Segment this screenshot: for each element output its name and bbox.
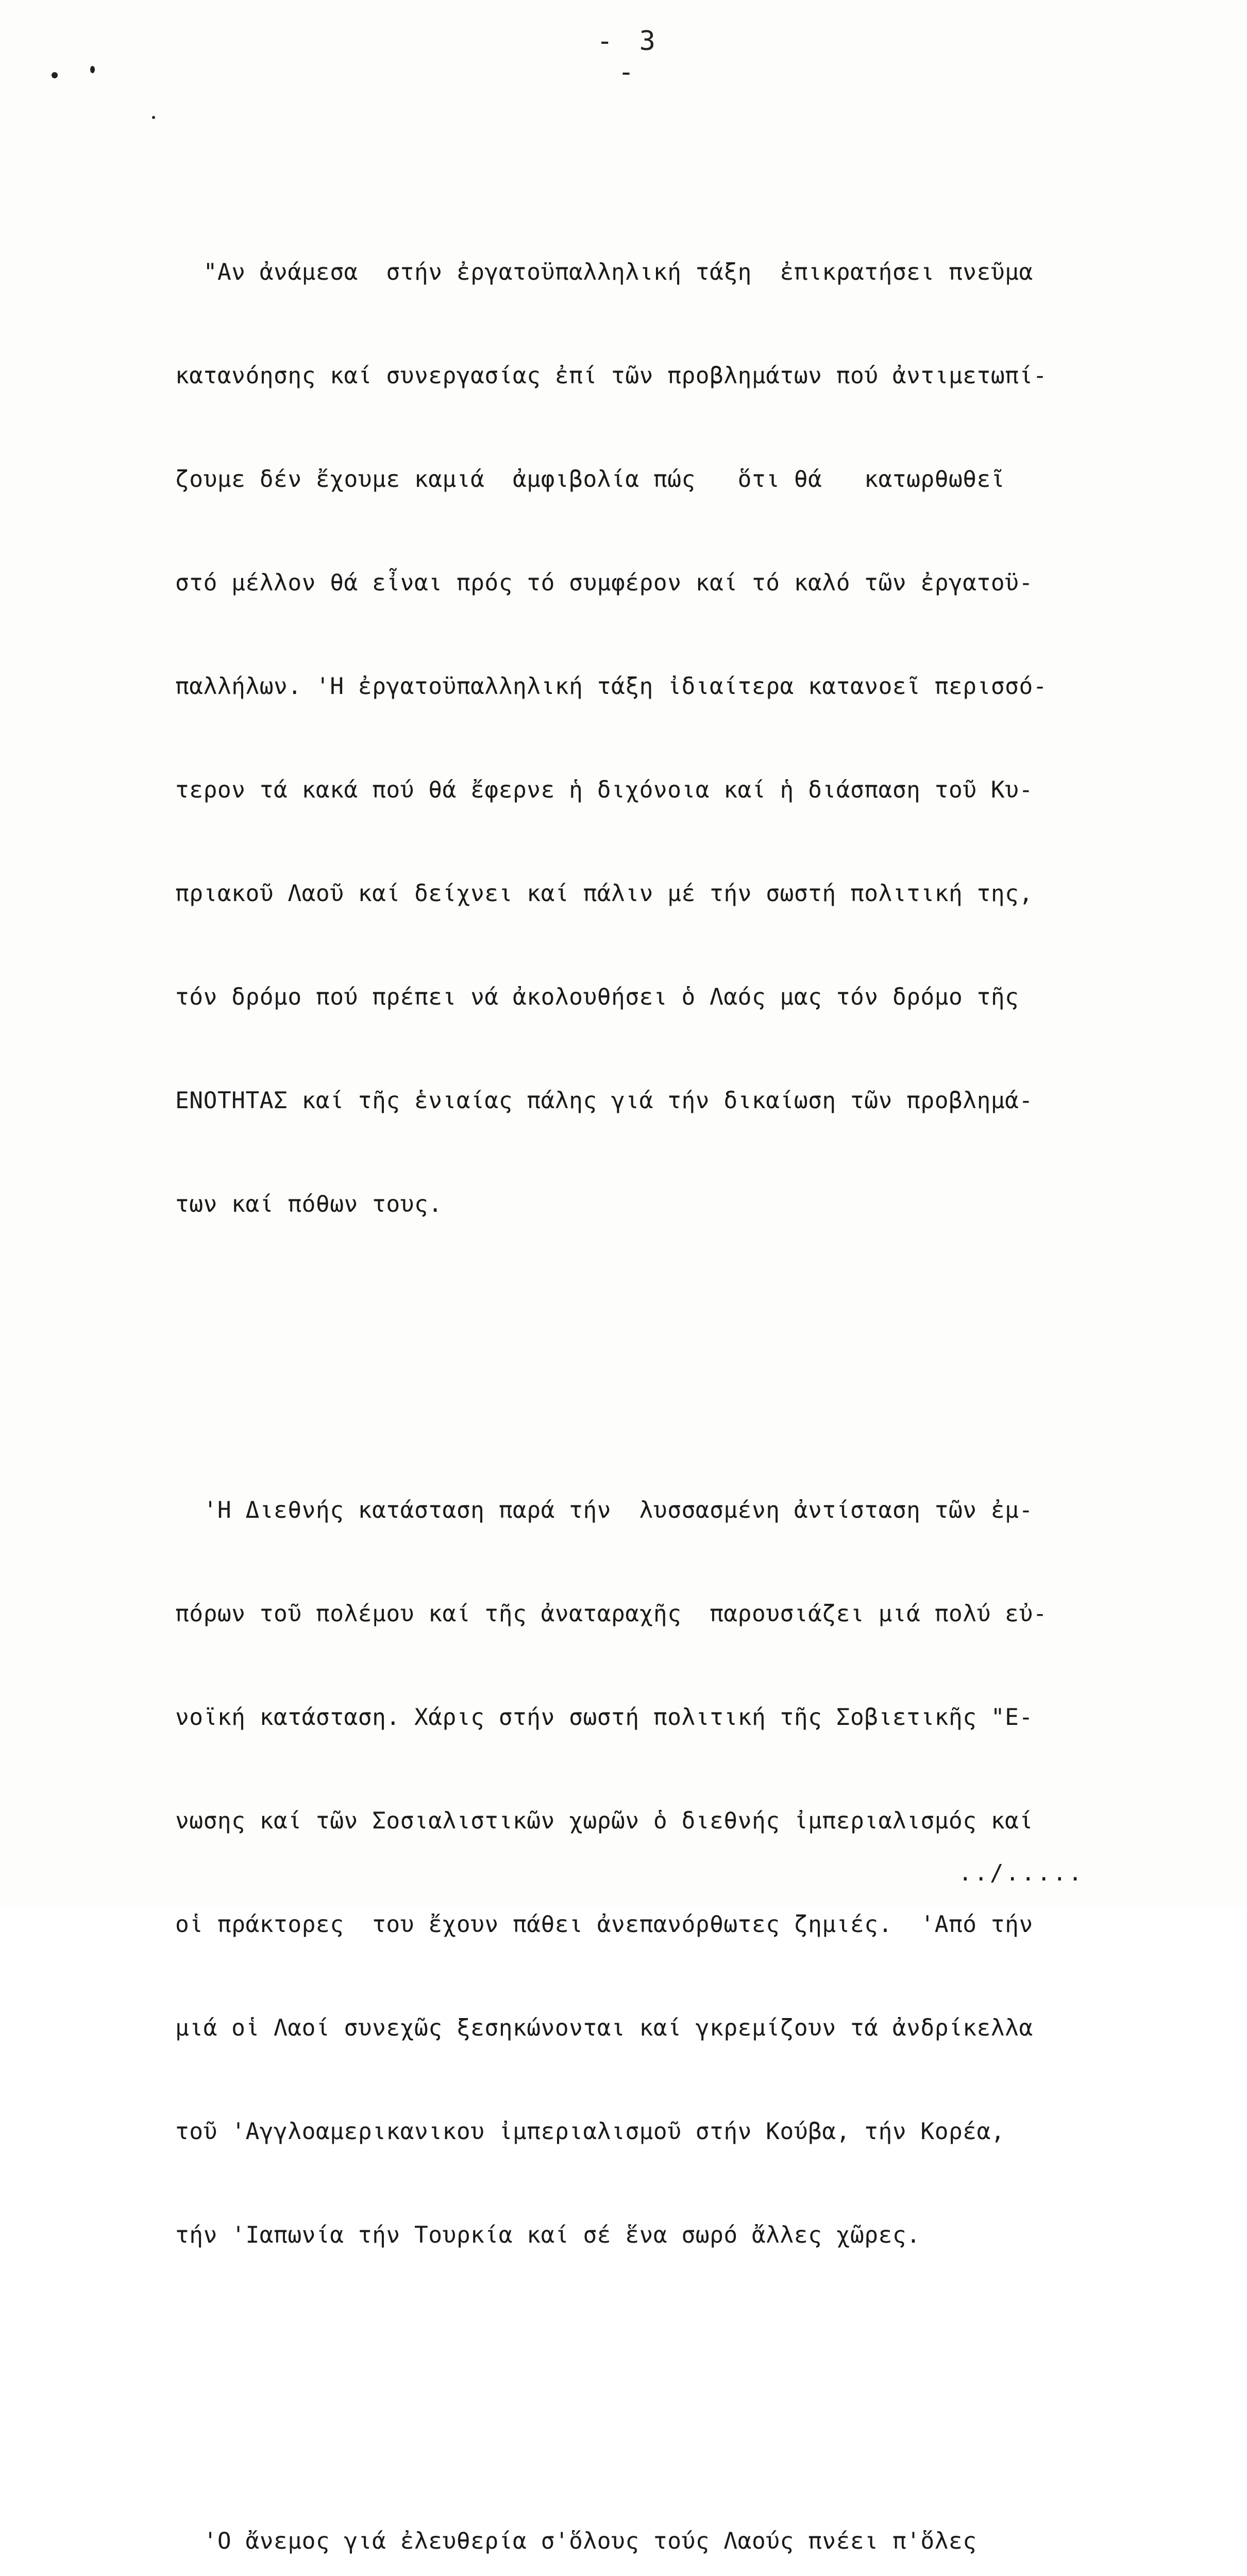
text-line: 'Η Διεθνής κατάσταση παρά τήν λυσσασμένη ἀντίσταση τῶν ἐμ- <box>175 1497 1033 1523</box>
text-line: πριακοῦ Λαοῦ καί δείχνει καί πάλιν μέ τήν σωστή πολιτική της, <box>175 880 1033 907</box>
text-line: τοῦ 'Αγγλοαμερικανικου ἰμπεριαλισμοῦ στήν Κούβα, τήν Κορέα, <box>175 2119 1005 2145</box>
ink-speck <box>152 116 155 119</box>
continuation-mark: ../..... <box>958 1860 1084 1886</box>
ink-speck <box>52 72 58 78</box>
paragraph-wind-of-freedom <box>175 2455 1185 2576</box>
text-line: κατανόησης καί συνεργασίας ἐπί τῶν προβλημάτων πού ἀντιμετωπί- <box>175 363 1048 389</box>
text-line: των καί πόθων τους. <box>175 1191 443 1217</box>
typewritten-body <box>175 82 1185 2576</box>
text-line: τόν δρόμο πού πρέπει νά ἀκολουθήσει ὁ Λαός μας τόν δρόμο τῆς <box>175 984 1019 1010</box>
text-line: ΕΝΟΤΗΤΑΣ καί τῆς ἑνιαίας πάλης γιά τήν δικαίωση τῶν προβλημά- <box>175 1088 1033 1114</box>
text-line: τήν 'Ιαπωνία τήν Τουρκία καί σέ ἕνα σωρό ἄλλες χῶρες. <box>175 2222 921 2248</box>
text-line: ζουμε δέν ἔχουμε καμιά ἀμφιβολία πώς ὅτι θά κατωρθωθεῖ <box>175 466 1005 493</box>
text-line: νοϊκή κατάσταση. Χάρις στήν σωστή πολιτική τῆς Σοβιετικῆς "Ε- <box>175 1704 1033 1731</box>
paragraph-quote-opening <box>175 186 1185 1291</box>
text-line: παλλήλων. 'Η ἐργατοϋπαλληλική τάξη ἰδιαίτερα κατανοεῖ περισσό- <box>175 673 1048 700</box>
page-number: - 3 - <box>597 26 661 88</box>
text-line: 'Ο ἄνεμος γιά ἐλευθερία σ'ὅλους τούς Λαούς πνέει π'ὅλες <box>175 2528 977 2554</box>
text-line: τερον τά κακά πού θά ἔφερνε ἡ διχόνοια καί ἡ διάσπαση τοῦ Κυ- <box>175 777 1033 803</box>
text-line: "Αν ἀνάμεσα στήν ἐργατοϋπαλληλική τάξη ἐπικρατήσει πνεῦμα <box>175 259 1033 285</box>
ink-speck <box>90 66 95 73</box>
text-line: νωσης καί τῶν Σοσιαλιστικῶν χωρῶν ὁ διεθνής ἰμπεριαλισμός καί <box>175 1808 1033 1834</box>
text-line: πόρων τοῦ πολέμου καί τῆς ἀναταραχῆς παρουσιάζει μιά πολύ εὐ- <box>175 1601 1048 1627</box>
text-line: μιά οἱ Λαοί συνεχῶς ξεσηκώνονται καί γκρεμίζουν τά ἀνδρίκελλα <box>175 2015 1033 2041</box>
text-line: στό μέλλον θά εἶναι πρός τό συμφέρον καί τό καλό τῶν ἐργατοϋ- <box>175 570 1033 596</box>
text-line: οἱ πράκτορες του ἔχουν πάθει ἀνεπανόρθωτες ζημιές. 'Από τήν <box>175 1911 1033 1938</box>
